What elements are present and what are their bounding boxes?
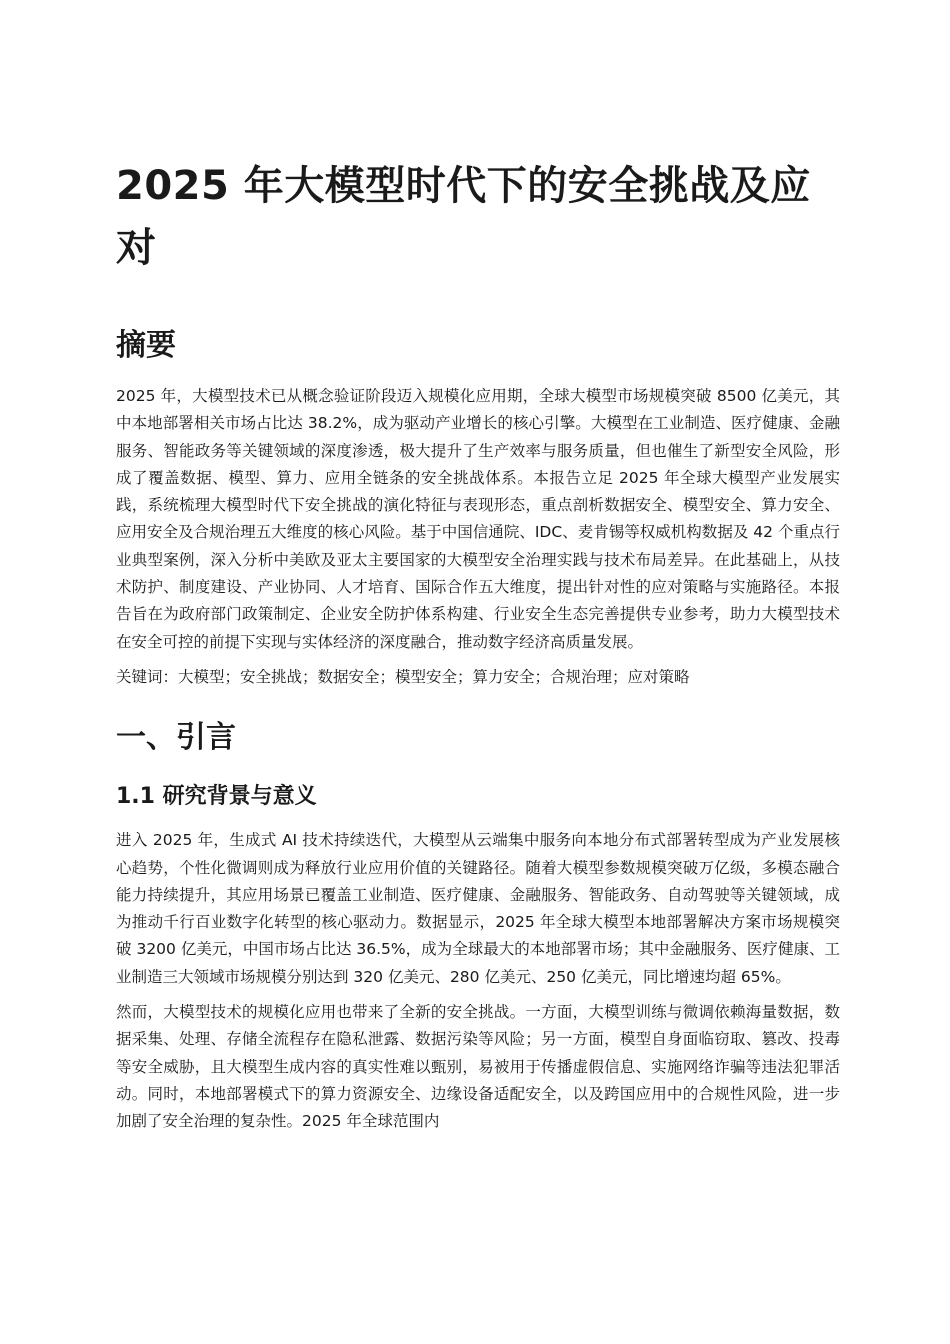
- body-paragraph: 进入 2025 年，生成式 AI 技术持续迭代，大模型从云端集中服务向本地分布式部署转型成为产业发展核心趋势，个性化微调则成为释放行业应用价值的关键路径。随着大模型参数规模突破万亿级，多模态融合能力持续提升，其应用场景已覆盖工业制造、医疗健康、金融服务、智能政务、自动驾驶等关键领域，成为推动千行百业数字化转型的核心驱动力。数据显示，2025 年全球大模型本地部署解决方案市场规模突破 3200 亿美元，中国市场占比达 36.5%，成为全球最大的本地部署市场；其中金融服务、医疗健康、工业制造三大领域市场规模分别达到 320 亿美元、280 亿美元、250 亿美元，同比增速均超 65%。: [116, 831, 840, 986]
- abstract-paragraph: 2025 年，大模型技术已从概念验证阶段迈入规模化应用期，全球大模型市场规模突破 8500 亿美元，其中本地部署相关市场占比达 38.2%，成为驱动产业增长的核心引擎。大模型在工业制造、医疗健康、金融服务、智能政务等关键领域的深度渗透，极大提升了生产效率与服务质量，但也催生了新型安全风险，形成了覆盖数据、模型、算力、应用全链条的安全挑战体系。本报告立足 2025 年全球大模型产业发展实践，系统梳理大模型时代下安全挑战的演化特征与表现形态，重点剖析数据安全、模型安全、算力安全、应用安全及合规治理五大维度的核心风险。基于中国信通院、IDC、麦肯锡等权威机构数据及 42 个重点行业典型案例，深入分析中美欧及亚太主要国家的大模型安全治理实践与技术布局差异。在此基础上，从技术防护、制度建设、产业协同、人才培育、国际合作五大维度，提出针对性的应对策略与实施路径。本报告旨在为政府部门政策制定、企业安全防护体系构建、行业安全生态完善提供专业参考，助力大模型技术在安全可控的前提下实现与实体经济的深度融合，推动数字经济高质量发展。: [116, 387, 840, 651]
- section-heading-introduction: 一、引言: [116, 720, 236, 756]
- abstract-heading: 摘要: [116, 328, 176, 363]
- document-page: [116, 155, 840, 1144]
- document-title: 2025 年大模型时代下的安全挑战及应对: [116, 163, 811, 271]
- body-paragraph: 然而，大模型技术的规模化应用也带来了全新的安全挑战。一方面，大模型训练与微调依赖海量数据，数据采集、处理、存储全流程存在隐私泄露、数据污染等风险；另一方面，模型自身面临窃取、篡改、投毒等安全威胁，且大模型生成内容的真实性难以甄别，易被用于传播虚假信息、实施网络诈骗等违法犯罪活动。同时，本地部署模式下的算力资源安全、边缘设备适配安全，以及跨国应用中的合规性风险，进一步加剧了安全治理的复杂性。2025 年全球范围内: [116, 1003, 840, 1131]
- keywords-line: 关键词：大模型；安全挑战；数据安全；模型安全；算力安全；合规治理；应对策略: [116, 667, 690, 686]
- subsection-heading-background: 1.1 研究背景与意义: [116, 784, 317, 810]
